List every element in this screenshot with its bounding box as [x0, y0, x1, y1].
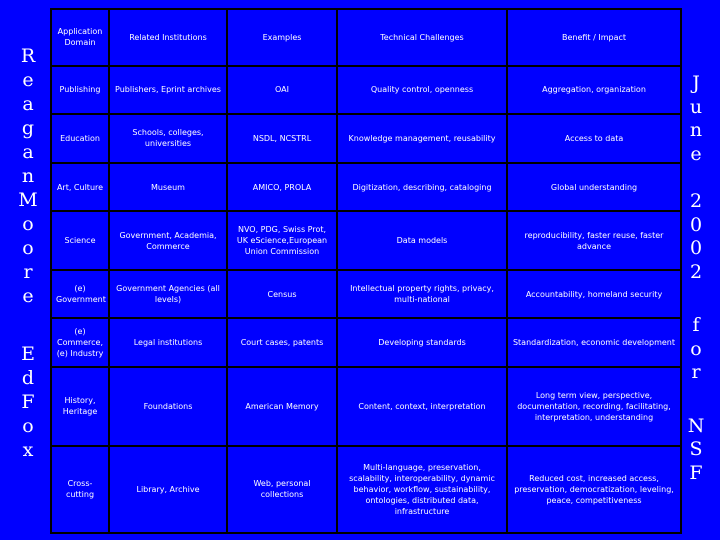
- cell-examples: OAI: [227, 66, 337, 115]
- cell-domain: History, Heritage: [51, 367, 109, 446]
- table-row: [51, 66, 681, 115]
- letter: e: [22, 285, 34, 307]
- cell-challenges: Digitization, describing, cataloging: [337, 163, 507, 212]
- letter: x: [22, 439, 34, 461]
- cell-examples: Web, personal collections: [227, 446, 337, 533]
- letter: g: [21, 117, 35, 139]
- table-row: [51, 211, 681, 270]
- table-row: [51, 270, 681, 319]
- letter: E: [21, 343, 35, 365]
- second-author-first-name: [21, 342, 35, 390]
- letter: R: [20, 45, 36, 67]
- header-technical-challenges: Technical Challenges: [337, 9, 507, 66]
- cell-institutions: Foundations: [109, 367, 227, 446]
- letter: a: [22, 93, 34, 115]
- letter: n: [689, 119, 703, 141]
- letter: o: [22, 237, 34, 259]
- cell-benefit: Aggregation, organization: [507, 66, 681, 115]
- cell-examples: Court cases, patents: [227, 318, 337, 367]
- letter: f: [692, 314, 700, 336]
- letter: o: [22, 415, 34, 437]
- cell-benefit: Long term view, perspective, documentation, recording, facilitating, interpretation, understanding: [507, 367, 681, 446]
- header-application-domain: Application Domain: [51, 9, 109, 66]
- cell-institutions: Legal institutions: [109, 318, 227, 367]
- cell-benefit: Reduced cost, increased access, preservation, democratization, leveling, peace, competitiveness: [507, 446, 681, 533]
- cell-examples: NVO, PDG, Swiss Prot, UK eScience,European Union Commission: [227, 211, 337, 270]
- organization: [688, 415, 705, 486]
- cell-domain: (e) Commerce, (e) Industry: [51, 318, 109, 367]
- year: [690, 190, 702, 284]
- author-last-name: [18, 188, 37, 308]
- cell-domain: Art, Culture: [51, 163, 109, 212]
- table-row: [51, 114, 681, 163]
- cell-institutions: Library, Archive: [109, 446, 227, 533]
- cell-domain: Cross-cutting: [51, 446, 109, 533]
- letter: o: [22, 213, 34, 235]
- cell-domain: Publishing: [51, 66, 109, 115]
- cell-institutions: Publishers, Eprint archives: [109, 66, 227, 115]
- table-row: [51, 318, 681, 367]
- cell-examples: American Memory: [227, 367, 337, 446]
- letter: 2: [689, 190, 703, 212]
- header-benefit-impact: Benefit / Impact: [507, 9, 681, 66]
- cell-institutions: Government, Academia, Commerce: [109, 211, 227, 270]
- header-examples: Examples: [227, 9, 337, 66]
- table-row: [51, 163, 681, 212]
- letter: J: [692, 72, 700, 94]
- letter: 2: [689, 260, 703, 283]
- cell-institutions: Government Agencies (all levels): [109, 270, 227, 319]
- cell-benefit: Global understanding: [507, 163, 681, 212]
- letter: M: [18, 189, 38, 211]
- domains-table: [50, 8, 682, 534]
- cell-challenges: Content, context, interpretation: [337, 367, 507, 446]
- letter: F: [689, 461, 703, 484]
- month: [690, 72, 702, 166]
- for-word: [690, 314, 701, 385]
- letter: d: [21, 367, 35, 389]
- letter: u: [689, 95, 703, 118]
- cell-challenges: Multi-language, preservation, scalability, interoperability, dynamic behavior, workflow, sustainability, ontologies, distributed data, infrastructure: [337, 446, 507, 533]
- cell-challenges: Quality control, openness: [337, 66, 507, 115]
- left-vertical-authors: [14, 44, 42, 462]
- letter: e: [22, 69, 34, 91]
- cell-examples: NSDL, NCSTRL: [227, 114, 337, 163]
- cell-examples: AMICO, PROLA: [227, 163, 337, 212]
- letter: S: [689, 438, 703, 460]
- cell-challenges: Knowledge management, reusability: [337, 114, 507, 163]
- right-vertical-date: [682, 72, 710, 485]
- cell-institutions: Schools, colleges, universities: [109, 114, 227, 163]
- letter: r: [691, 361, 701, 383]
- letter: e: [690, 142, 702, 165]
- table-header-row: [51, 9, 681, 66]
- cell-benefit: Standardization, economic development: [507, 318, 681, 367]
- letter: n: [21, 165, 35, 187]
- letter: 0: [689, 213, 703, 236]
- cell-domain: Science: [51, 211, 109, 270]
- cell-challenges: Intellectual property rights, privacy, multi-national: [337, 270, 507, 319]
- cell-domain: Education: [51, 114, 109, 163]
- letter: F: [21, 391, 35, 413]
- table-row: [51, 446, 681, 533]
- cell-challenges: Developing standards: [337, 318, 507, 367]
- cell-benefit: Access to data: [507, 114, 681, 163]
- letter: N: [687, 414, 705, 437]
- cell-challenges: Data models: [337, 211, 507, 270]
- second-author-last-name: [21, 390, 34, 462]
- letter: r: [23, 261, 33, 283]
- letter: 0: [689, 237, 703, 259]
- author-first-name: [21, 44, 35, 188]
- cell-institutions: Museum: [109, 163, 227, 212]
- cell-examples: Census: [227, 270, 337, 319]
- letter: o: [690, 337, 702, 360]
- cell-domain: (e) Government: [51, 270, 109, 319]
- header-related-institutions: Related Institutions: [109, 9, 227, 66]
- cell-benefit: Accountability, homeland security: [507, 270, 681, 319]
- table-row: [51, 367, 681, 446]
- letter: a: [22, 141, 34, 163]
- cell-benefit: reproducibility, faster reuse, faster advance: [507, 211, 681, 270]
